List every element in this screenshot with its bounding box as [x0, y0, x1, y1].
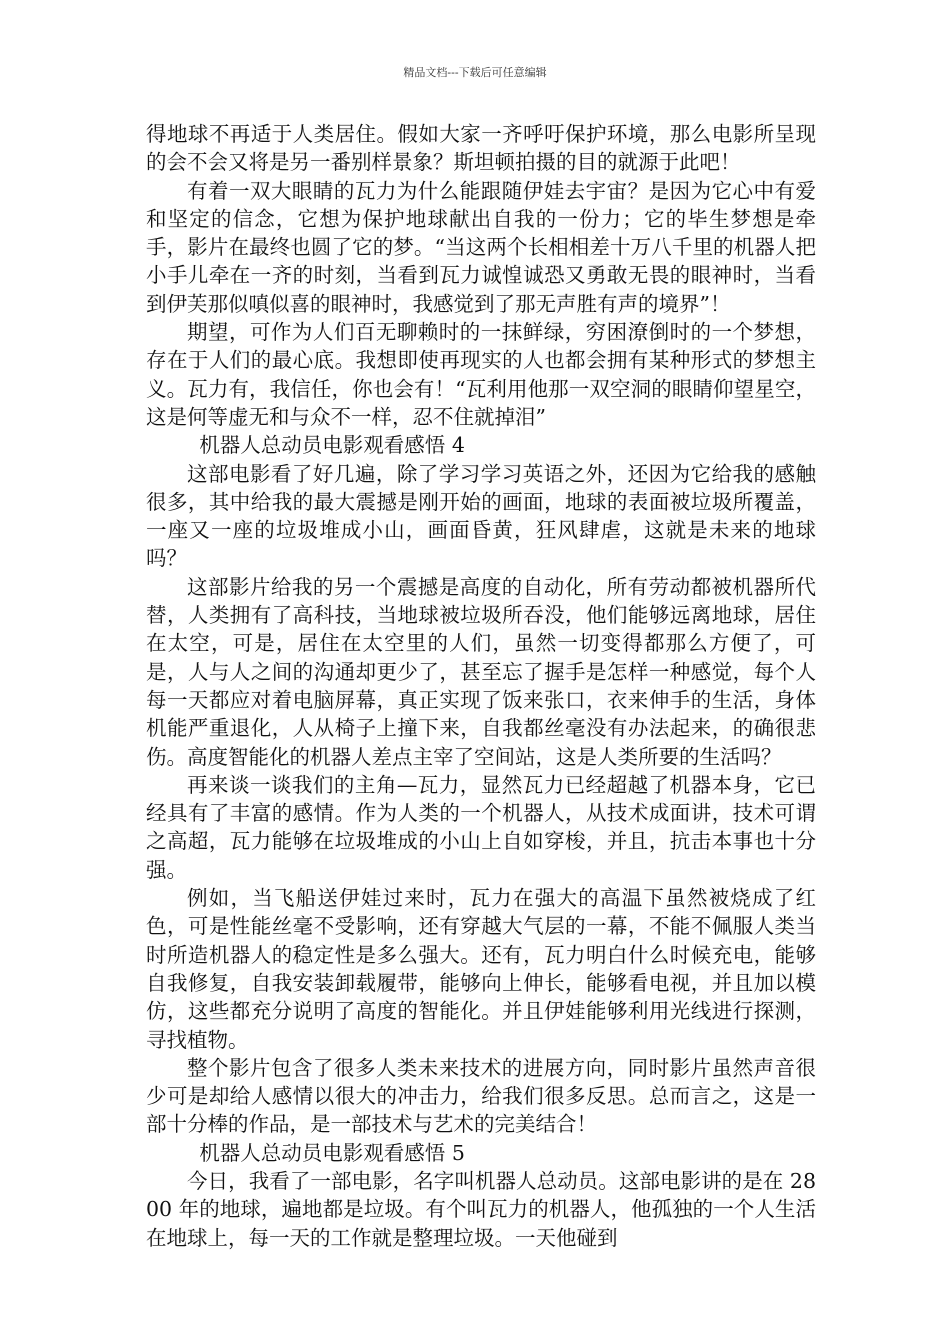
page-header: 精品文档---下载后可任意编辑 — [403, 66, 547, 79]
paragraph: 这部电影看了好几遍，除了学习学习英语之外，还因为它给我的感触很多，其中给我的最大震撼是刚开始的画面，地球的表面被垃圾所覆盖，一座又一座的垃圾堆成小山，画面昏黄，狂风肆虐，这就是未来的地球吗？ — [146, 461, 816, 571]
paragraph: 期望，可作为人们百无聊赖时的一抹鲜绿，穷困潦倒时的一个梦想，存在于人们的最心底。我想即使再现实的人也都会拥有某种形式的梦想主义。瓦力有，我信任，你也会有！“瓦利用他那一双空洞的眼睛仰望星空，这是何等虚无和与众不一样，忍不住就掉泪” — [146, 320, 816, 429]
section-heading: 机器人总动员电影观看感悟 5 — [199, 1140, 465, 1165]
paragraph: 得地球不再适于人类居住。假如大家一齐呼吁保护环境，那么电影所呈现的会不会又将是另一番别样景象？斯坦顿拍摄的目的就源于此吧！ — [146, 122, 816, 175]
section-heading: 机器人总动员电影观看感悟 4 — [199, 433, 465, 458]
paragraph: 再来谈一谈我们的主角—瓦力，显然瓦力已经超越了机器本身，它已经具有了丰富的感情。作为人类的一个机器人，从技术成面讲，技术可谓之高超，瓦力能够在垃圾堆成的小山上自如穿梭，并且，抗击本事也十分强。 — [146, 772, 816, 882]
document-body — [146, 120, 816, 1252]
paragraph: 有着一双大眼睛的瓦力为什么能跟随伊娃去宇宙？是因为它心中有爱和坚定的信念，它想为保护地球献出自我的一份力；它的毕生梦想是牵手，影片在最终也圆了它的梦。“当这两个长相相差十万八千里的机器人把小手儿牵在一齐的时刻，当看到瓦力诚惶诚恐又勇敢无畏的眼神时，当看到伊芙那似嗔似喜的眼神时，我感觉到了那无声胜有声的境界”！ — [146, 178, 816, 316]
paragraph: 整个影片包含了很多人类未来技术的进展方向，同时影片虽然声音很少可是却给人感情以很大的冲击力，给我们很多反思。总而言之，这是一部十分棒的作品，是一部技术与艺术的完美结合！ — [146, 1055, 816, 1137]
paragraph: 例如，当飞船送伊娃过来时，瓦力在强大的高温下虽然被烧成了红色，可是性能丝毫不受影响，还有穿越大气层的一幕，不能不佩服人类当时所造机器人的稳定性是多么强大。还有，瓦力明白什么时候充电，能够自我修复，自我安装卸载履带，能够向上伸长，能够看电视，并且加以模仿，这些都充分说明了高度的智能化。并且伊娃能够利用光线进行探测，寻找植物。 — [146, 886, 816, 1052]
paragraph: 今日，我看了一部电影，名字叫机器人总动员。这部电影讲的是在 2800 年的地球，遍地都是垃圾。有个叫瓦力的机器人，他孤独的一个人生活在地球上，每一天的工作就是整理垃圾。一天他碰到 — [146, 1168, 816, 1250]
paragraph: 这部影片给我的另一个震撼是高度的自动化，所有劳动都被机器所代替，人类拥有了高科技，当地球被垃圾所吞没，他们能够远离地球，居住在太空，可是，居住在太空里的人们，虽然一切变得都那么方便了，可是，人与人之间的沟通却更少了，甚至忘了握手是怎样一种感觉，每个人每一天都应对着电脑屏幕，真正实现了饭来张口，衣来伸手的生活，身体机能严重退化，人从椅子上撞下来，自我都丝毫没有办法起来，的确很悲伤。高度智能化的机器人差点主宰了空间站，这是人类所要的生活吗？ — [146, 574, 816, 769]
